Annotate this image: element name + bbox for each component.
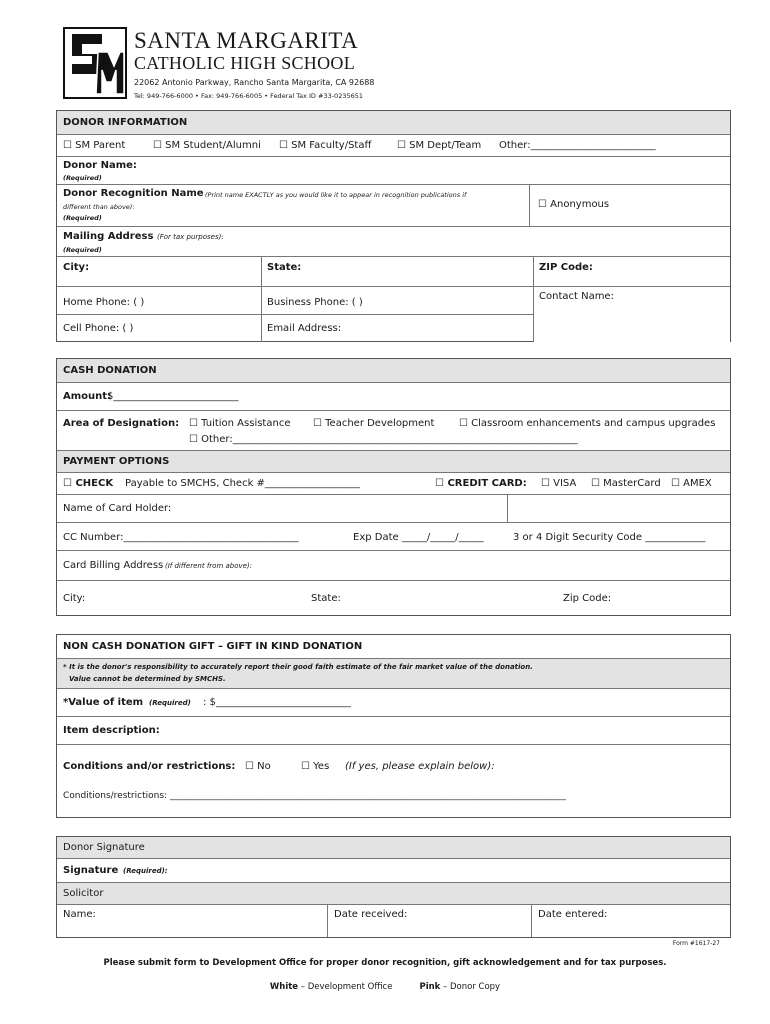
solicitor-name-label: Name:	[63, 909, 96, 920]
designation-row	[57, 411, 730, 451]
billing-city-row	[57, 581, 730, 615]
recognition-note-2: different than above):	[63, 203, 135, 211]
value-required: (Required)	[149, 699, 191, 707]
card-holder-row	[57, 495, 730, 523]
cell-phone-field[interactable]	[57, 315, 261, 342]
billing-state-field[interactable]: State:	[311, 593, 341, 604]
checkbox-credit-card[interactable]: ☐ CREDIT CARD:	[435, 478, 527, 489]
cash-section-header	[57, 359, 730, 383]
checkbox-mastercard[interactable]: ☐ MasterCard	[591, 478, 661, 489]
required-note: (Required)	[63, 214, 102, 222]
checkbox-yes[interactable]: ☐ Yes	[301, 761, 330, 772]
checkbox-tuition[interactable]: ☐ Tuition Assistance	[189, 418, 291, 429]
home-phone-label: Home Phone: ( )	[63, 297, 145, 308]
section-title: DONOR INFORMATION	[63, 117, 188, 128]
card-holder-label: Name of Card Holder:	[63, 503, 172, 514]
checkbox-teacher[interactable]: ☐ Teacher Development	[313, 418, 435, 429]
contact-name-field[interactable]	[533, 287, 730, 342]
value-row[interactable]	[57, 689, 730, 717]
solicitor-name-field[interactable]	[57, 905, 327, 937]
noncash-section-header	[57, 635, 730, 659]
state-field[interactable]	[261, 257, 533, 286]
state-label: State:	[267, 262, 302, 273]
other-field[interactable]: Other:_________________________	[499, 140, 656, 151]
cc-number-row	[57, 523, 730, 551]
date-received-label: Date received:	[334, 909, 408, 920]
recognition-name-field[interactable]	[57, 185, 529, 226]
noncash-note-2: Value cannot be determined by SMCHS.	[69, 675, 226, 683]
conditions-label: Conditions and/or restrictions:	[63, 761, 236, 772]
pink-copy-label: Pink	[419, 982, 441, 992]
school-logo	[62, 26, 128, 100]
payment-method-row	[57, 473, 730, 495]
cash-donation-section	[56, 358, 731, 616]
email-field[interactable]	[261, 315, 533, 342]
mailing-note: (For tax purposes):	[157, 233, 224, 241]
check-number-field[interactable]: Payable to SMCHS, Check #___________________	[125, 478, 360, 489]
payment-options-header	[57, 451, 730, 473]
required-note: (Required)	[63, 246, 102, 254]
checkbox-classroom[interactable]: ☐ Classroom enhancements and campus upgrades	[459, 418, 716, 429]
non-cash-donation-section	[56, 634, 731, 818]
billing-zip-field[interactable]: Zip Code:	[563, 593, 612, 604]
billing-row[interactable]	[57, 551, 730, 581]
school-name: SANTA MARGARITA	[134, 28, 359, 53]
security-code-field[interactable]: 3 or 4 Digit Security Code ____________	[513, 532, 706, 543]
signature-section	[56, 836, 731, 938]
card-holder-extra[interactable]	[507, 495, 730, 522]
amount-field[interactable]: $_________________________	[107, 391, 239, 402]
donor-signature-title: Donor Signature	[63, 842, 145, 853]
solicitor-title: Solicitor	[63, 888, 104, 899]
checkbox-sm-dept[interactable]: ☐ SM Dept/Team	[397, 140, 482, 151]
checkbox-no[interactable]: ☐ No	[245, 761, 271, 772]
cc-number-field[interactable]: CC Number:___________________________________	[63, 532, 299, 543]
recognition-label: Donor Recognition Name	[63, 188, 204, 199]
donor-signature-header	[57, 837, 730, 859]
school-subtitle: CATHOLIC HIGH SCHOOL	[134, 53, 355, 73]
zip-label: ZIP Code:	[539, 262, 593, 273]
business-phone-label: Business Phone: ( )	[267, 297, 363, 308]
solicitor-row	[57, 905, 730, 937]
cell-phone-label: Cell Phone: ( )	[63, 323, 134, 334]
value-label: *Value of item	[63, 697, 144, 708]
payment-title: PAYMENT OPTIONS	[63, 456, 170, 467]
city-label: City:	[63, 262, 90, 273]
donor-information-section	[56, 110, 731, 342]
checkbox-sm-parent[interactable]: ☐ SM Parent	[63, 140, 126, 151]
white-copy-label: White	[269, 982, 299, 992]
school-contact: Tel: 949-766-6000 • Fax: 949-766-6005 • Federal Tax ID #33-0235651	[134, 92, 364, 100]
signature-row[interactable]	[57, 859, 730, 883]
amount-label: Amount:	[63, 391, 112, 402]
date-received-field[interactable]	[327, 905, 531, 937]
conditions-row	[57, 745, 730, 817]
billing-city-field[interactable]: City:	[63, 593, 86, 604]
checkbox-anonymous[interactable]: ☐ Anonymous	[538, 199, 610, 210]
mailing-address-row[interactable]	[57, 227, 730, 257]
mailing-label: Mailing Address	[63, 231, 154, 242]
donor-name-row[interactable]	[57, 157, 730, 185]
form-number: Form #1617-27	[672, 940, 720, 947]
checkbox-sm-faculty[interactable]: ☐ SM Faculty/Staff	[279, 140, 372, 151]
conditions-field[interactable]: Conditions/restrictions: ________________________________________________________________________________________	[63, 791, 566, 801]
designation-label: Area of Designation:	[63, 418, 180, 429]
donor-name-label: Donor Name:	[63, 160, 137, 171]
city-state-zip-row	[57, 257, 730, 287]
school-address: 22062 Antonio Parkway, Rancho Santa Margarita, CA 92688	[134, 78, 375, 87]
contact-name-label: Contact Name:	[539, 291, 614, 302]
anonymous-cell	[529, 185, 730, 226]
business-phone-field[interactable]	[261, 287, 533, 314]
amount-row[interactable]	[57, 383, 730, 411]
email-label: Email Address:	[267, 323, 342, 334]
copy-distribution	[0, 982, 770, 992]
exp-date-field[interactable]: Exp Date _____/_____/_____	[353, 532, 484, 543]
billing-note: (If different from above):	[165, 562, 253, 570]
home-phone-field[interactable]	[57, 287, 261, 314]
checkbox-visa[interactable]: ☐ VISA	[541, 478, 577, 489]
item-description-label: Item description:	[63, 725, 160, 736]
date-entered-label: Date entered:	[538, 909, 608, 920]
checkbox-sm-student[interactable]: ☐ SM Student/Alumni	[153, 140, 261, 151]
city-field[interactable]	[57, 257, 261, 286]
signature-required: (Required):	[123, 867, 168, 875]
donor-section-header	[57, 111, 730, 135]
noncash-note-1: * It is the donor's responsibility to accurately report their good faith estimate of the fair market value of the donation.	[63, 663, 533, 671]
checkbox-other[interactable]: ☐ Other:_____________________________________________________________________	[189, 434, 578, 445]
solicitor-header	[57, 883, 730, 905]
checkbox-amex[interactable]: ☐ AMEX	[671, 478, 712, 489]
donor-type-row	[57, 135, 730, 157]
yes-note: (If yes, please explain below):	[345, 761, 495, 772]
zip-field[interactable]	[533, 257, 730, 286]
white-copy-text: – Development Office	[298, 982, 393, 992]
card-holder-field[interactable]	[57, 495, 507, 522]
item-description-row[interactable]	[57, 717, 730, 745]
noncash-note-row	[57, 659, 730, 689]
value-field[interactable]: : $___________________________	[203, 697, 351, 708]
section-title: CASH DONATION	[63, 365, 157, 376]
billing-label: Card Billing Address	[63, 560, 164, 571]
pink-copy-text: – Donor Copy	[440, 982, 501, 992]
checkbox-check[interactable]: ☐ CHECK	[63, 478, 114, 489]
required-note: (Required)	[63, 174, 102, 182]
recognition-row	[57, 185, 730, 227]
signature-label: Signature	[63, 865, 119, 876]
date-entered-field[interactable]	[531, 905, 730, 937]
submit-instructions: Please submit form to Development Office for proper donor recognition, gift acknowledgement and for tax purposes.	[103, 958, 667, 968]
recognition-note: (Print name EXACTLY as you would like it to appear in recognition publications if	[205, 191, 467, 199]
section-title: NON CASH DONATION GIFT – GIFT IN KIND DONATION	[63, 641, 363, 652]
